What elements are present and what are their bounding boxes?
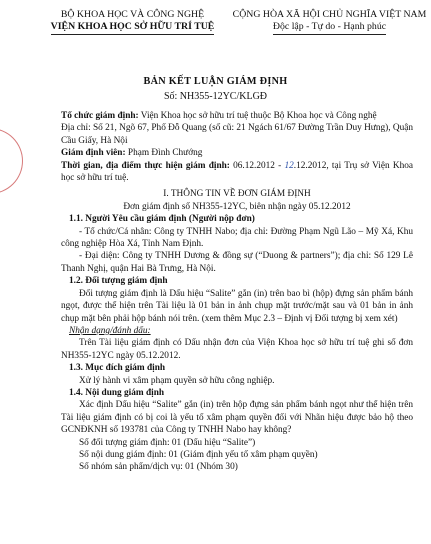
section-1-subtitle: Đơn giám định số NH355-12YC, biên nhận ngày 05.12.2012 bbox=[123, 201, 351, 212]
section-1-title: I. THÔNG TIN VỀ ĐƠN GIÁM ĐỊNH bbox=[163, 189, 311, 200]
section-1-1-title: 1.1. Người Yêu cầu giám định (Người nộp đơn) bbox=[69, 214, 255, 225]
section-1-2-text: Đối tượng giám định là Dấu hiệu “Salite” gắn (in) trên bao bì (hộp) đựng sản phẩm bánh ngọt, được thể hiện trên Tài liệu là 01 bản in ảnh chụp mặt trước/mặt sau và 01 bản in ảnh chụp mặt bên phải hộp bánh nói trên. (xem thêm Mục 2.3 – Định vị Đối tượng bị xem xét) bbox=[61, 288, 413, 324]
national-motto: Độc lập - Tự do - Hạnh phúc bbox=[273, 21, 386, 35]
header-left bbox=[30, 9, 235, 35]
ministry-name: BỘ KHOA HỌC VÀ CÔNG NGHỆ bbox=[60, 9, 205, 20]
count-contents: Số nội dung giám định: 01 (Giám định yếu tố xâm phạm quyền) bbox=[79, 449, 318, 460]
section-1-4-title: 1.4. Nội dung giám định bbox=[69, 387, 165, 398]
section-1-3-text: Xử lý hành vi xâm phạm quyền sở hữu công nghiệp. bbox=[79, 375, 275, 386]
stamp-mark bbox=[0, 128, 23, 194]
header-right bbox=[232, 9, 427, 35]
institute-name: VIỆN KHOA HỌC SỞ HỮU TRÍ TUỆ bbox=[51, 21, 215, 35]
document-number: Số: NH355-12YC/KLGĐ bbox=[163, 91, 268, 102]
count-objects: Số đối tượng giám định: 01 (Dấu hiệu “Salite”) bbox=[79, 437, 256, 448]
section-1-4-text: Xác định Dấu hiệu “Salite” gắn (in) trên hộp đựng sản phẩm bánh ngọt như thể hiện trên Tài liệu giám định có bị coi là yếu tố xâm phạm quyền đối với Nhãn hiệu được bảo hộ theo GCNĐKNH số 193781 của Công ty TNHH Nabo hay không? bbox=[61, 400, 413, 436]
handwritten-date: 12 bbox=[284, 160, 294, 171]
time-line: Thời gian, địa điểm thực hiện giám định: 06.12.2012 - 12.12.2012, tại Trụ sở Viện Khoa học sở hữu trí tuệ. bbox=[61, 160, 414, 184]
document-title: BẢN KẾT LUẬN GIÁM ĐỊNH bbox=[143, 76, 288, 87]
section-1-1-org: - Tổ chức/Cá nhân: Công ty TNHH Nabo; địa chỉ: Đường Phạm Ngũ Lão – Mỹ Xá, Khu công nghiệp Hòa Xá, Tỉnh Nam Định. bbox=[61, 226, 413, 250]
org-line: Tổ chức giám định: Viện Khoa học sở hữu trí tuệ thuộc Bộ Khoa học và Công nghệ bbox=[61, 111, 377, 121]
identification-label: Nhận dạng/đánh dấu: bbox=[69, 325, 151, 336]
expert-line: Giám định viên: Phạm Đình Chướng bbox=[61, 148, 203, 159]
count-groups: Số nhóm sản phẩm/dịch vụ: 01 (Nhóm 30) bbox=[79, 462, 238, 473]
identification-text: Trên Tài liệu giám định có Dấu nhận đơn của Viện Khoa học sở hữu trí tuệ ghi số đơn NH355-12YC ngày 05.12.2012. bbox=[61, 338, 413, 361]
national-name: CỘNG HÒA XÃ HỘI CHỦ NGHĨA VIỆT NAM bbox=[232, 9, 427, 20]
section-1-2-title: 1.2. Đối tượng giám định bbox=[69, 276, 168, 287]
address-line: Địa chỉ: Số 21, Ngõ 67, Phố Đỗ Quang (số cũ: 21 Ngách 61/67 Đường Trần Duy Hưng), Quận Cầu Giấy, Hà Nội bbox=[61, 123, 413, 146]
document-body bbox=[61, 110, 413, 474]
section-1-3-title: 1.3. Mục đích giám định bbox=[69, 363, 166, 374]
section-1-1-rep: - Đại diện: Công ty TNHH Dương & đồng sự (“Duong & partners”); địa chỉ: Số 129 Lê Thanh Nghị, quận Hai Bà Trưng, Hà Nội. bbox=[61, 251, 413, 274]
